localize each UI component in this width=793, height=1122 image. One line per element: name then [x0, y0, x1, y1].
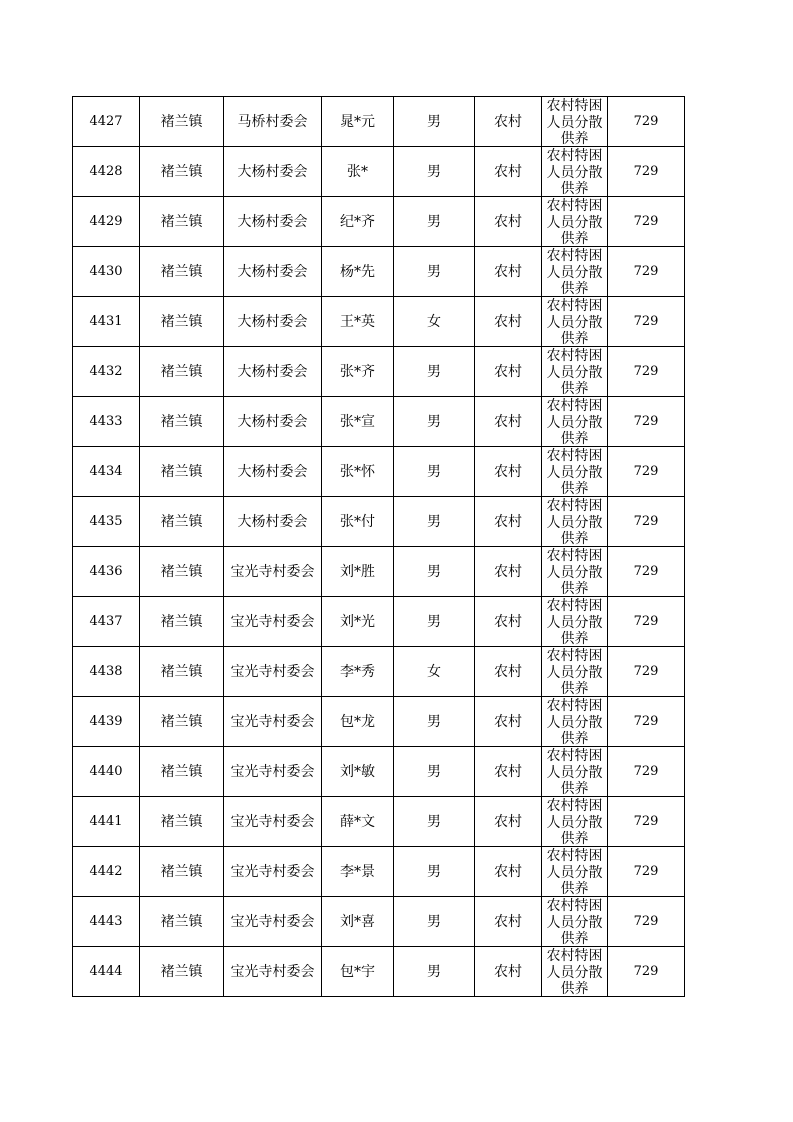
cell-area: 农村: [475, 97, 542, 147]
cell-category: [542, 547, 608, 597]
cell-name: 薛*文: [322, 797, 394, 847]
cell-amount: 729: [608, 697, 685, 747]
cell-town: 褚兰镇: [140, 497, 224, 547]
cell-village: 大杨村委会: [224, 347, 322, 397]
cell-village: 宝光寺村委会: [224, 897, 322, 947]
category-text: 农村特困人员分散供养: [546, 498, 603, 546]
cell-id: 4433: [73, 397, 140, 447]
cell-name: 刘*光: [322, 597, 394, 647]
cell-name: 张*付: [322, 497, 394, 547]
cell-amount: 729: [608, 897, 685, 947]
cell-amount: 729: [608, 847, 685, 897]
cell-name: 包*宇: [322, 947, 394, 997]
category-text: 农村特困人员分散供养: [546, 848, 603, 896]
cell-village: 大杨村委会: [224, 447, 322, 497]
cell-town: 褚兰镇: [140, 247, 224, 297]
cell-gender: 男: [394, 197, 475, 247]
table-row: [73, 147, 685, 197]
cell-gender: 男: [394, 797, 475, 847]
cell-town: 褚兰镇: [140, 97, 224, 147]
cell-gender: 男: [394, 247, 475, 297]
cell-amount: 729: [608, 197, 685, 247]
cell-area: 农村: [475, 597, 542, 647]
table-row: [73, 397, 685, 447]
cell-village: 大杨村委会: [224, 397, 322, 447]
table-row: [73, 747, 685, 797]
cell-village: 大杨村委会: [224, 147, 322, 197]
table-row: [73, 847, 685, 897]
table-row: [73, 797, 685, 847]
category-text: 农村特困人员分散供养: [546, 348, 603, 396]
category-text: 农村特困人员分散供养: [546, 198, 603, 246]
category-text: 农村特困人员分散供养: [546, 648, 603, 696]
cell-id: 4434: [73, 447, 140, 497]
category-text: 农村特困人员分散供养: [546, 148, 603, 196]
cell-id: 4431: [73, 297, 140, 347]
table-row: [73, 697, 685, 747]
table-row: [73, 197, 685, 247]
cell-name: 张*齐: [322, 347, 394, 397]
cell-gender: 男: [394, 497, 475, 547]
cell-gender: 男: [394, 347, 475, 397]
cell-id: 4444: [73, 947, 140, 997]
table-row: [73, 497, 685, 547]
cell-amount: 729: [608, 97, 685, 147]
table-row: [73, 647, 685, 697]
category-text: 农村特困人员分散供养: [546, 948, 603, 996]
cell-amount: 729: [608, 497, 685, 547]
cell-area: 农村: [475, 247, 542, 297]
cell-village: 宝光寺村委会: [224, 797, 322, 847]
category-text: 农村特困人员分散供养: [546, 248, 603, 296]
category-text: 农村特困人员分散供养: [546, 298, 603, 346]
category-text: 农村特困人员分散供养: [546, 598, 603, 646]
cell-category: [542, 797, 608, 847]
cell-name: 刘*胜: [322, 547, 394, 597]
cell-category: [542, 497, 608, 547]
table-body: [73, 97, 685, 997]
cell-town: 褚兰镇: [140, 447, 224, 497]
cell-town: 褚兰镇: [140, 197, 224, 247]
cell-area: 农村: [475, 747, 542, 797]
cell-gender: 男: [394, 847, 475, 897]
cell-area: 农村: [475, 497, 542, 547]
cell-category: [542, 597, 608, 647]
cell-area: 农村: [475, 347, 542, 397]
cell-gender: 男: [394, 447, 475, 497]
cell-amount: 729: [608, 397, 685, 447]
cell-name: 张*宣: [322, 397, 394, 447]
cell-area: 农村: [475, 847, 542, 897]
cell-amount: 729: [608, 447, 685, 497]
cell-area: 农村: [475, 797, 542, 847]
cell-gender: 男: [394, 897, 475, 947]
table-row: [73, 97, 685, 147]
cell-area: 农村: [475, 297, 542, 347]
cell-village: 宝光寺村委会: [224, 647, 322, 697]
table-row: [73, 897, 685, 947]
cell-id: 4440: [73, 747, 140, 797]
cell-town: 褚兰镇: [140, 797, 224, 847]
cell-gender: 男: [394, 547, 475, 597]
table-row: [73, 947, 685, 997]
cell-id: 4427: [73, 97, 140, 147]
cell-category: [542, 947, 608, 997]
cell-name: 李*景: [322, 847, 394, 897]
cell-town: 褚兰镇: [140, 647, 224, 697]
category-text: 农村特困人员分散供养: [546, 448, 603, 496]
cell-amount: 729: [608, 597, 685, 647]
cell-category: [542, 747, 608, 797]
cell-gender: 男: [394, 697, 475, 747]
cell-town: 褚兰镇: [140, 847, 224, 897]
cell-village: 大杨村委会: [224, 247, 322, 297]
cell-name: 包*龙: [322, 697, 394, 747]
cell-gender: 女: [394, 647, 475, 697]
cell-amount: 729: [608, 247, 685, 297]
table-row: [73, 597, 685, 647]
cell-name: 李*秀: [322, 647, 394, 697]
cell-amount: 729: [608, 647, 685, 697]
cell-name: 晁*元: [322, 97, 394, 147]
cell-id: 4432: [73, 347, 140, 397]
cell-id: 4428: [73, 147, 140, 197]
cell-id: 4436: [73, 547, 140, 597]
cell-village: 宝光寺村委会: [224, 697, 322, 747]
cell-village: 大杨村委会: [224, 197, 322, 247]
cell-category: [542, 397, 608, 447]
cell-category: [542, 97, 608, 147]
table-row: [73, 547, 685, 597]
cell-id: 4443: [73, 897, 140, 947]
cell-id: 4441: [73, 797, 140, 847]
cell-amount: 729: [608, 147, 685, 197]
cell-name: 张*怀: [322, 447, 394, 497]
cell-area: 农村: [475, 147, 542, 197]
cell-amount: 729: [608, 347, 685, 397]
cell-town: 褚兰镇: [140, 897, 224, 947]
cell-town: 褚兰镇: [140, 597, 224, 647]
cell-village: 马桥村委会: [224, 97, 322, 147]
cell-category: [542, 897, 608, 947]
cell-id: 4439: [73, 697, 140, 747]
cell-area: 农村: [475, 897, 542, 947]
cell-gender: 男: [394, 397, 475, 447]
cell-town: 褚兰镇: [140, 547, 224, 597]
cell-category: [542, 297, 608, 347]
cell-amount: 729: [608, 797, 685, 847]
cell-name: 刘*敏: [322, 747, 394, 797]
table-row: [73, 297, 685, 347]
cell-gender: 男: [394, 97, 475, 147]
cell-gender: 男: [394, 147, 475, 197]
category-text: 农村特困人员分散供养: [546, 898, 603, 946]
cell-name: 王*英: [322, 297, 394, 347]
cell-village: 大杨村委会: [224, 497, 322, 547]
cell-gender: 女: [394, 297, 475, 347]
cell-category: [542, 197, 608, 247]
cell-id: 4437: [73, 597, 140, 647]
cell-area: 农村: [475, 647, 542, 697]
cell-area: 农村: [475, 447, 542, 497]
cell-category: [542, 347, 608, 397]
cell-amount: 729: [608, 747, 685, 797]
cell-name: 纪*齐: [322, 197, 394, 247]
cell-id: 4429: [73, 197, 140, 247]
cell-category: [542, 247, 608, 297]
data-table: [72, 96, 685, 997]
cell-town: 褚兰镇: [140, 947, 224, 997]
cell-town: 褚兰镇: [140, 297, 224, 347]
category-text: 农村特困人员分散供养: [546, 748, 603, 796]
cell-amount: 729: [608, 547, 685, 597]
cell-area: 农村: [475, 547, 542, 597]
cell-id: 4430: [73, 247, 140, 297]
cell-name: 杨*先: [322, 247, 394, 297]
table-row: [73, 247, 685, 297]
cell-category: [542, 147, 608, 197]
cell-gender: 男: [394, 947, 475, 997]
cell-village: 宝光寺村委会: [224, 947, 322, 997]
cell-area: 农村: [475, 397, 542, 447]
cell-gender: 男: [394, 597, 475, 647]
table-row: [73, 347, 685, 397]
category-text: 农村特困人员分散供养: [546, 698, 603, 746]
cell-gender: 男: [394, 747, 475, 797]
cell-village: 大杨村委会: [224, 297, 322, 347]
cell-name: 刘*喜: [322, 897, 394, 947]
category-text: 农村特困人员分散供养: [546, 548, 603, 596]
cell-area: 农村: [475, 947, 542, 997]
category-text: 农村特困人员分散供养: [546, 98, 603, 146]
table-row: [73, 447, 685, 497]
cell-town: 褚兰镇: [140, 397, 224, 447]
cell-town: 褚兰镇: [140, 347, 224, 397]
cell-id: 4435: [73, 497, 140, 547]
cell-category: [542, 647, 608, 697]
cell-area: 农村: [475, 197, 542, 247]
category-text: 农村特困人员分散供养: [546, 398, 603, 446]
cell-category: [542, 447, 608, 497]
cell-category: [542, 847, 608, 897]
cell-town: 褚兰镇: [140, 697, 224, 747]
cell-category: [542, 697, 608, 747]
cell-town: 褚兰镇: [140, 747, 224, 797]
cell-name: 张*: [322, 147, 394, 197]
cell-village: 宝光寺村委会: [224, 847, 322, 897]
cell-village: 宝光寺村委会: [224, 597, 322, 647]
category-text: 农村特困人员分散供养: [546, 798, 603, 846]
cell-area: 农村: [475, 697, 542, 747]
cell-amount: 729: [608, 297, 685, 347]
cell-village: 宝光寺村委会: [224, 547, 322, 597]
cell-id: 4438: [73, 647, 140, 697]
cell-village: 宝光寺村委会: [224, 747, 322, 797]
cell-amount: 729: [608, 947, 685, 997]
cell-id: 4442: [73, 847, 140, 897]
cell-town: 褚兰镇: [140, 147, 224, 197]
